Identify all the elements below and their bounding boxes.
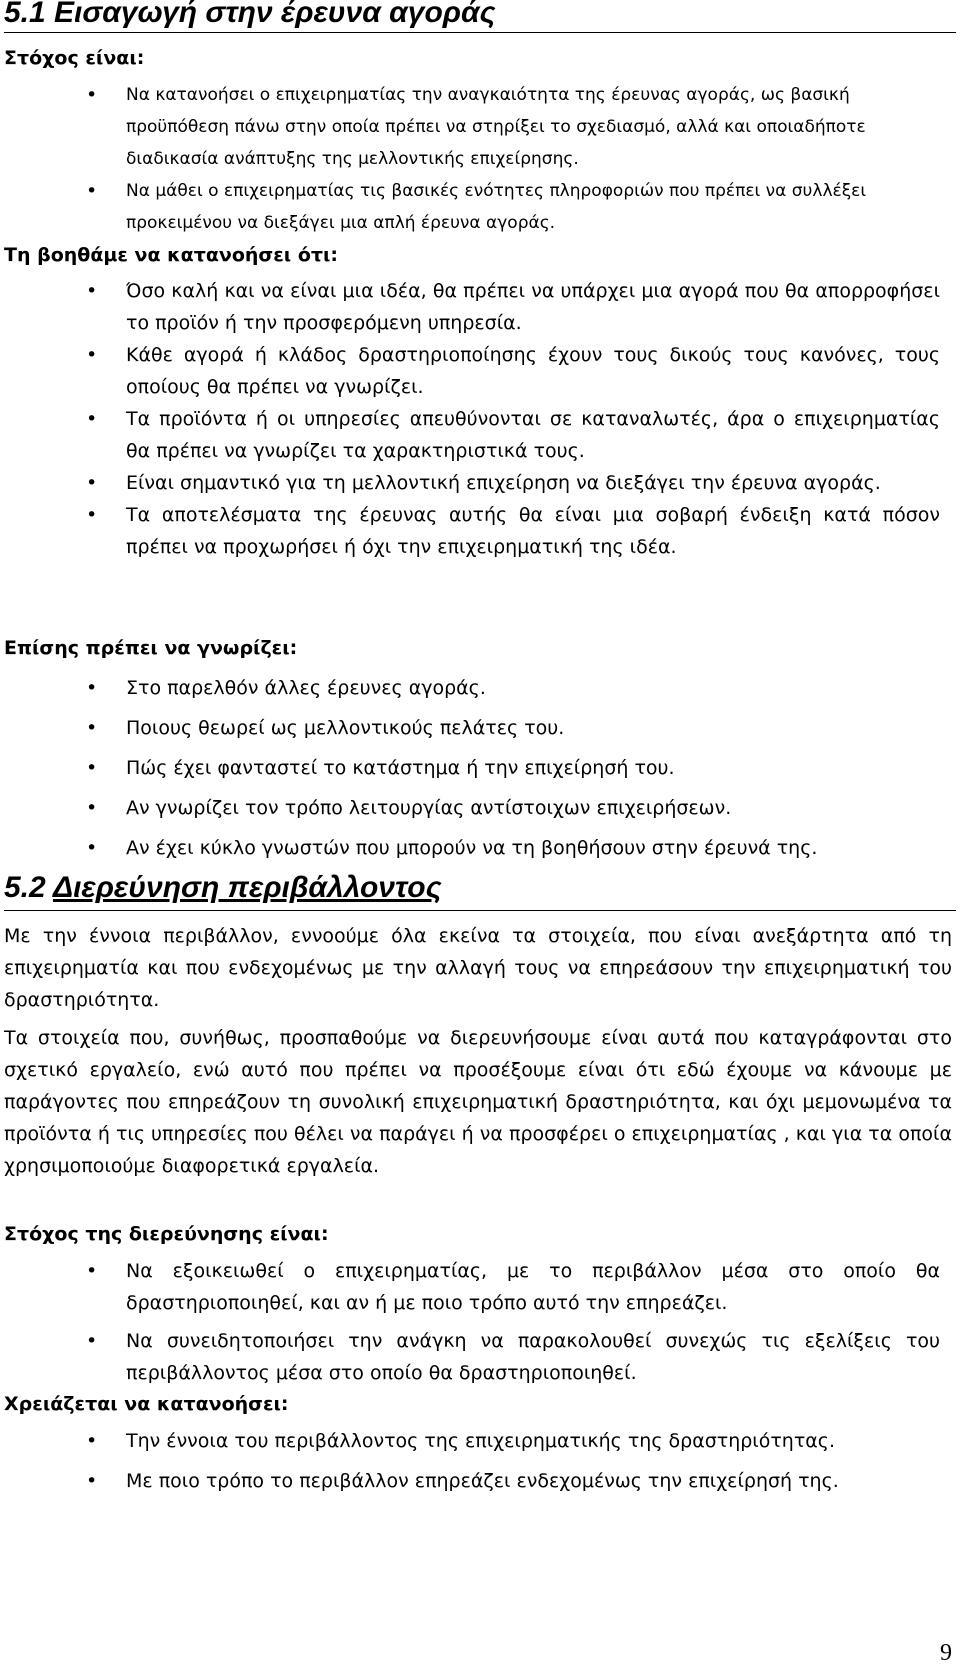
list-item: • Τα προϊόντα ή οι υπηρεσίες απευθύνονται σε καταναλωτές, άρα ο επιχειρηματίας θα πρέπει να γνωρίζει τα χαρακτηριστικά τους.: [0, 403, 960, 467]
list-item: • Κάθε αγορά ή κλάδος δραστηριοποίησης έχουν τους δικούς τους κανόνες, τους οποίους θα πρέπει να γνωρίζει.: [0, 339, 960, 403]
paragraph: Με την έννοια περιβάλλον, εννοούμε όλα εκείνα τα στοιχεία, που είναι ανεξάρτητα από τη επιχειρηματία και που ενδεχομένως με την αλλαγή τους να επηρεάσουν την επιχειρηματική του δραστηριότητα.: [4, 925, 952, 1011]
bullet-icon: •: [86, 472, 98, 494]
bullet-icon: •: [86, 84, 98, 106]
page-number: 9: [940, 1640, 952, 1666]
bullet-icon: •: [86, 797, 98, 819]
need-list: [0, 1425, 960, 1497]
section-2-title: [4, 870, 442, 906]
bullet-icon: •: [86, 757, 98, 779]
paragraph: Τα στοιχεία που, συνήθως, προσπαθούμε να διερευνήσουμε είναι αυτά που καταγράφονται στο σχετικό εργαλείο, ενώ αυτό που πρέπει να προσέξουμε είναι ότι εδώ έχουμε να κάνουμε με παράγοντες που επηρεάζουν τη συνολική επιχειρηματική δραστηριότητα, και όχι μεμονωμένα τα προϊόντα ή τις υπηρεσίες που θέλει να παράγει ή να προσφέρει ο επιχειρηματίας , και για τα οποία χρησιμοποιούμε διαφορετικά εργαλεία.: [4, 1027, 952, 1177]
bullet-icon: •: [86, 1330, 98, 1352]
list-item: • Με ποιο τρόπο το περιβάλλον επηρεάζει ενδεχομένως την επιχείρησή της.: [0, 1465, 960, 1497]
bullet-icon: •: [86, 677, 98, 699]
diagnosis-goal-label: Στόχος της διερεύνησης είναι:: [4, 1223, 329, 1245]
section-2-heading: Διερεύνηση περιβάλλοντος: [52, 871, 442, 904]
list-item: • Την έννοια του περιβάλλοντος της επιχειρηματικής της δραστηριότητας.: [0, 1425, 960, 1457]
list-item: • Αν έχει κύκλο γνωστών που μπορούν να τη βοηθήσουν στην έρευνά της.: [0, 832, 960, 864]
list-item: • Να εξοικειωθεί ο επιχειρηματίας, με το περιβάλλον μέσα στο οποίο θα δραστηριοποιηθεί, και αν ή με ποιο τρόπο αυτό την επηρεάζει.: [0, 1255, 960, 1319]
list-item: • Όσο καλή και να είναι μια ιδέα, θα πρέπει να υπάρχει μια αγορά που θα απορροφήσει το προϊόν ή την προσφερόμενη υπηρεσία.: [0, 275, 960, 339]
bullet-icon: •: [86, 837, 98, 859]
list-item: • Να κατανοήσει ο επιχειρηματίας την αναγκαιότητα της έρευνας αγοράς, ως βασική προϋπόθεση πάνω στην οποία πρέπει να στηρίξει το σχεδιασμό, αλλά και οποιαδήποτε διαδικασία ανάπτυξης της μελλοντικής επιχείρησης.: [0, 79, 960, 175]
bullet-icon: •: [86, 180, 98, 202]
list-item: • Αν γνωρίζει τον τρόπο λειτουργίας αντίστοιχων επιχειρήσεων.: [0, 792, 960, 824]
bullet-icon: •: [86, 280, 98, 302]
know-list: [0, 672, 960, 864]
list-item: • Να συνειδητοποιήσει την ανάγκη να παρακολουθεί συνεχώς τις εξελίξεις του περιβάλλοντος μέσα στο οποίο θα δραστηριοποιηθεί.: [0, 1325, 960, 1389]
need-label: Χρειάζεται να κατανοήσει:: [4, 1393, 289, 1415]
know-label: Επίσης πρέπει να γνωρίζει:: [4, 637, 298, 659]
help-label: Τη βοηθάμε να κατανοήσει ότι:: [4, 244, 338, 266]
section-1-title: 5.1 Εισαγωγή στην έρευνα αγοράς: [4, 0, 956, 33]
list-item: • Να μάθει ο επιχειρηματίας τις βασικές ενότητες πληροφοριών που πρέπει να συλλέξει προκειμένου να διεξάγει μια απλή έρευνα αγοράς.: [0, 175, 960, 239]
diagnosis-goal-list: [0, 1255, 960, 1389]
list-item: • Τα αποτελέσματα της έρευνας αυτής θα είναι μια σοβαρή ένδειξη κατά πόσον πρέπει να προχωρήσει ή όχι την επιχειρηματική της ιδέα.: [0, 499, 960, 563]
bullet-icon: •: [86, 344, 98, 366]
bullet-icon: •: [86, 1260, 98, 1282]
goal-label: Στόχος είναι:: [4, 47, 145, 69]
list-item: • Στο παρελθόν άλλες έρευνες αγοράς.: [0, 672, 960, 704]
bullet-icon: •: [86, 1430, 98, 1452]
goal-list: [0, 79, 960, 239]
bullet-icon: •: [86, 717, 98, 739]
help-list: [0, 275, 960, 563]
list-item: • Πώς έχει φανταστεί το κατάστημα ή την επιχείρησή του.: [0, 752, 960, 784]
section-divider: [4, 910, 956, 911]
list-item: • Ποιους θεωρεί ως μελλοντικούς πελάτες του.: [0, 712, 960, 744]
bullet-icon: •: [86, 504, 98, 526]
section-2-number: 5.2: [4, 871, 53, 904]
bullet-icon: •: [86, 1470, 98, 1492]
bullet-icon: •: [86, 408, 98, 430]
list-item: • Είναι σημαντικό για τη μελλοντική επιχείρηση να διεξάγει την έρευνα αγοράς.: [0, 467, 960, 499]
